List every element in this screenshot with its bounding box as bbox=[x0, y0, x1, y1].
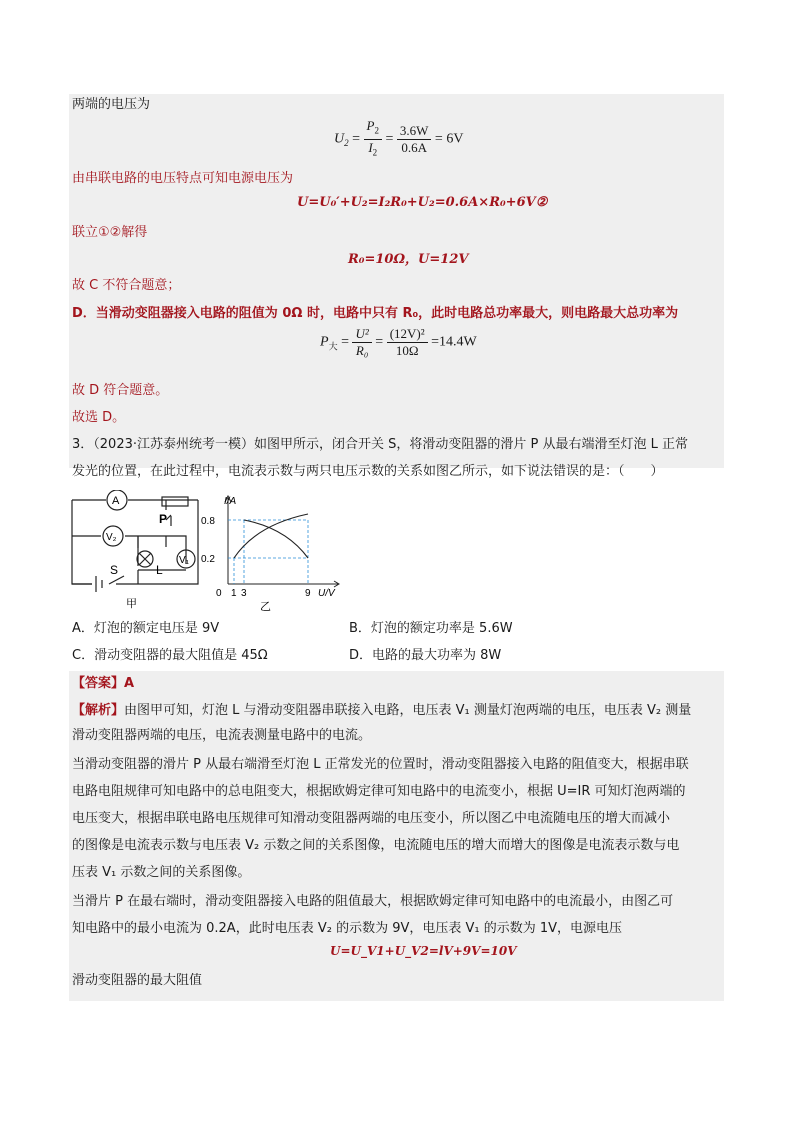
analysis-line: 【解析】由图甲可知，灯泡 L 与滑动变阻器串联接入电路，电压表 V₁ 测量灯泡两端的电压，电压表 V₂ 测量 bbox=[72, 703, 692, 718]
analysis-line: 电路电阻规律可知电路中的总电阻变大，根据欧姆定律可知电路中的电流变小，根据 U=IR 可知灯泡两端的 bbox=[72, 784, 686, 799]
option-c[interactable]: C．滑动变阻器的最大阻值是 45Ω bbox=[72, 648, 268, 663]
text-line: 故选 D。 bbox=[72, 410, 126, 425]
y-tick-label: 0.8 bbox=[201, 516, 215, 527]
analysis-line: 电压变大，根据串联电路电压规律可知滑动变阻器两端的电压变小，所以图乙中电流随电压的增大而减小 bbox=[72, 811, 671, 826]
analysis-line: 当滑片 P 在最右端时，滑动变阻器接入电路的阻值最大，根据欧姆定律可知电路中的电流最小，由图乙可 bbox=[72, 894, 674, 909]
option-b[interactable]: B．灯泡的额定功率是 5.6W bbox=[349, 621, 513, 636]
equation-solution: R₀=10Ω，U=12V bbox=[348, 252, 469, 267]
analysis-line: 滑动变阻器的最大阻值 bbox=[72, 973, 203, 988]
question-3-line: 发光的位置，在此过程中，电流表示数与两只电压示数的关系如图乙所示，如下说法错误的是：（ ） bbox=[72, 464, 664, 479]
voltmeter-v1-label: V₁ bbox=[179, 555, 190, 566]
analysis-line: 压表 V₁ 示数之间的关系图像。 bbox=[72, 865, 251, 880]
text-line: 由串联电路的电压特点可知电源电压为 bbox=[72, 171, 294, 186]
x-tick-label: 3 bbox=[241, 588, 247, 599]
slider-label: P bbox=[159, 512, 168, 526]
circuit-caption: 甲 bbox=[126, 598, 137, 610]
x-tick-label: 1 bbox=[231, 588, 237, 599]
question-3-line: 3．（2023·江苏泰州统考一模）如图甲所示，闭合开关 S，将滑动变阻器的滑片 P 从最右端滑至灯泡 L 正常 bbox=[72, 437, 688, 452]
analysis-line: 的图像是电流表示数与电压表 V₂ 示数之间的关系图像，电流随电压的增大而增大的图像是电流表示数与电 bbox=[72, 838, 680, 853]
analysis-line: 知电路中的最小电流为 0.2A，此时电压表 V₂ 的示数为 9V，电压表 V₁ 的示数为 1V，电源电压 bbox=[72, 921, 623, 936]
text-line: 联立①②解得 bbox=[72, 225, 148, 240]
equation-max-power: $P_大$ = $\frac{\text{U²}}{\text{R₀}}$ = $\frac{\text{(12V)²}}{10\Omega}$ =14.4W bbox=[320, 326, 477, 358]
switch-label: S bbox=[110, 563, 119, 577]
equation-source-voltage: U=U₀′+U₂=I₂R₀+U₂=0.6A×R₀+6V② bbox=[297, 195, 548, 210]
graph-caption: 乙 bbox=[260, 601, 271, 613]
iu-graph bbox=[196, 490, 348, 615]
lamp-label: L bbox=[156, 563, 163, 577]
text-line: D．当滑动变阻器接入电路的阻值为 0Ω 时，电路中只有 R₀，此时电路总功率最大，则电路最大总功率为 bbox=[72, 306, 679, 321]
x-tick-label: 0 bbox=[216, 588, 222, 599]
voltmeter-v2-label: V₂ bbox=[106, 532, 117, 543]
y-axis-label: I/A bbox=[224, 496, 237, 507]
option-a[interactable]: A．灯泡的额定电压是 9V bbox=[72, 621, 220, 636]
x-axis-label: U/V bbox=[318, 588, 335, 599]
circuit-diagram bbox=[66, 490, 216, 612]
ammeter-label: A bbox=[112, 495, 120, 507]
option-d[interactable]: D．电路的最大功率为 8W bbox=[349, 648, 502, 663]
x-tick-label: 9 bbox=[305, 588, 311, 599]
text-line: 故 D 符合题意。 bbox=[72, 383, 169, 398]
equation-source-voltage-10v: U=U_V1+U_V2=lV+9V=10V bbox=[330, 944, 517, 958]
text-line: 两端的电压为 bbox=[72, 97, 151, 112]
text-line: 故 C 不符合题意； bbox=[72, 278, 181, 293]
answer-line: 【答案】A bbox=[72, 676, 135, 691]
analysis-line: 滑动变阻器两端的电压，电流表测量电路中的电流。 bbox=[72, 728, 372, 743]
y-tick-label: 0.2 bbox=[201, 554, 215, 565]
equation-u2: $U_2$ = $\frac{P_2}{I_2}$ = $\frac{3.6W}{0.6A}$ = 6V bbox=[334, 118, 464, 158]
analysis-line: 当滑动变阻器的滑片 P 从最右端滑至灯泡 L 正常发光的位置时，滑动变阻器接入电路的阻值变大，根据串联 bbox=[72, 757, 689, 772]
